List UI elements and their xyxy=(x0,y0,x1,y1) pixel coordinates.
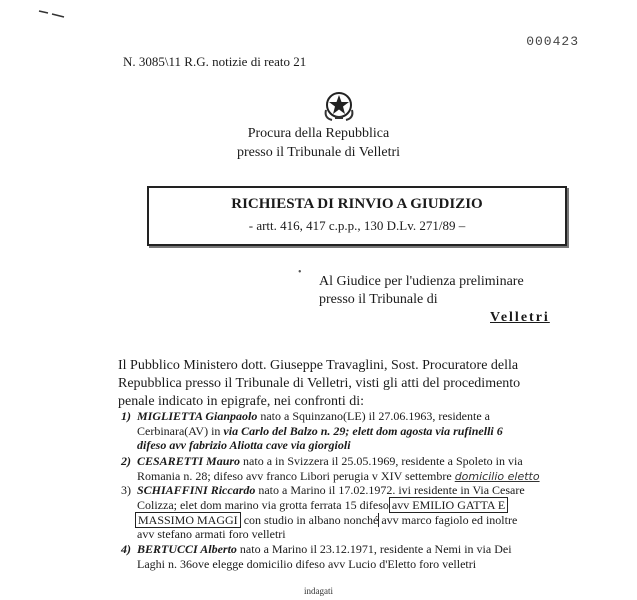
defendant-3-domicile: Colizza; elet dom marino via grotta ferrata 15 difeso xyxy=(137,498,389,512)
defendant-3-studio: con studio in albano nonché xyxy=(240,513,379,527)
defendant-3-lawyer-2: MASSIMO MAGGI xyxy=(135,512,241,528)
document-subtitle: - artt. 416, 417 c.p.p., 130 D.Lv. 271/89 – xyxy=(248,218,466,233)
defendant-3-line-4: avv stefano armati foro velletri xyxy=(137,527,286,541)
scan-mark xyxy=(38,8,66,18)
scan-dot: • xyxy=(298,267,302,278)
intro-line-1: Il Pubblico Ministero dott. Giuseppe Travaglini, Sost. Procuratore della xyxy=(118,358,519,373)
defendant-3-birth: nato a Marino il 17.02.1972. ivi residente in Via Cesare xyxy=(255,483,525,497)
defendant-3-line-2 xyxy=(137,498,508,513)
defendant-1-number: 1) xyxy=(121,409,131,423)
defendant-3-lawyer-3: avv marco fagiolo ed inoltre xyxy=(378,513,519,527)
defendant-1-birth: nato a Squinzano(LE) il 27.06.1963, residente a xyxy=(257,409,490,423)
defendant-1-address: via Carlo del Balzo n. 29; elett dom agosta via rufinelli 6 xyxy=(223,424,503,438)
title-box xyxy=(147,186,567,246)
defendant-2-birth: nato a in Svizzera il 25.05.1969, residente a Spoleto in via xyxy=(240,454,523,468)
defendant-2-residence: Romania n. 28; difeso avv franco Libori perugia v XIV settembre xyxy=(137,469,452,483)
rg-number: N. 3085\11 R.G. notizie di reato 21 xyxy=(123,54,307,69)
addressee-line-2: presso il Tribunale di xyxy=(319,292,438,307)
defendant-3-lawyer-1: avv EMILIO GATTA E xyxy=(389,497,508,513)
intro-line-3: penale indicato in epigrafe, nei confronti di: xyxy=(118,394,365,409)
defendant-3-line-1 xyxy=(113,483,525,498)
defendant-3-line-3 xyxy=(135,513,519,528)
defendant-1-defense: difeso avv fabrizio Aliotta cave via giorgioli xyxy=(137,438,351,452)
defendant-4-line-1 xyxy=(113,542,512,557)
addressee-city: Velletri xyxy=(490,310,550,325)
defendant-4-number: 4) xyxy=(121,542,131,556)
defendant-1-name: MIGLIETTA Gianpaolo xyxy=(137,409,258,423)
republic-emblem-icon xyxy=(322,88,356,122)
defendant-2-number: 2) xyxy=(121,454,131,468)
defendant-1-line-2 xyxy=(137,424,503,439)
intro-line-2: Repubblica presso il Tribunale di Velletri, visti gli atti del procedimento xyxy=(118,376,521,391)
defendant-1-residence: Cerbinara(AV) in xyxy=(137,424,224,438)
footer-label: indagati xyxy=(304,586,333,596)
addressee-line-1: Al Giudice per l'udienza preliminare xyxy=(319,274,524,289)
office-line-2: presso il Tribunale di Velletri xyxy=(236,145,401,160)
defendant-4-name: BERTUCCI Alberto xyxy=(137,542,237,556)
office-line-1: Procura della Repubblica xyxy=(247,126,390,141)
page-stamp: 000423 xyxy=(526,34,579,49)
defendant-3-number: 3) xyxy=(121,483,131,497)
defendant-2-name: CESARETTI Mauro xyxy=(137,454,241,468)
defendant-2-handwritten-note: domicilio eletto xyxy=(454,470,540,483)
defendant-4-line-2: Laghi n. 36ove elegge domicilio difeso avv Lucio d'Eletto foro velletri xyxy=(137,557,477,571)
defendant-4-birth: nato a Marino il 23.12.1971, residente a Nemi in via Dei xyxy=(236,542,512,556)
document-title: RICHIESTA DI RINVIO A GIUDIZIO xyxy=(231,196,483,212)
defendant-3-name: SCHIAFFINI Riccardo xyxy=(137,483,256,497)
defendant-2-line-1 xyxy=(113,454,523,469)
defendant-2-line-2 xyxy=(137,469,540,484)
defendant-1-line-1 xyxy=(113,409,490,424)
